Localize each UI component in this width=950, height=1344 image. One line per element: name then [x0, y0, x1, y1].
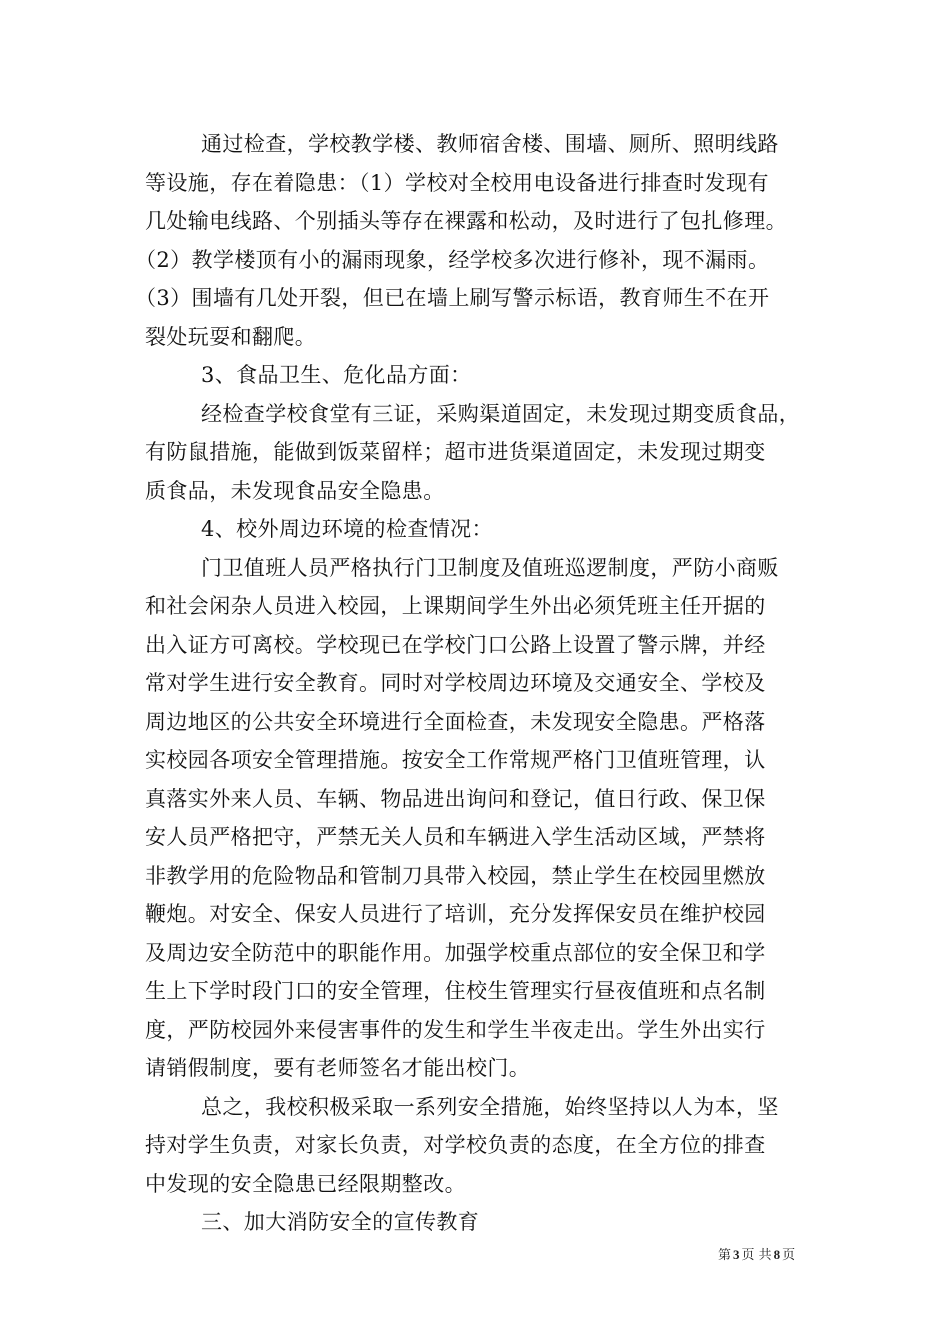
- section-heading: 4、校外周边环境的检查情况：: [201, 517, 493, 541]
- footer-prefix: 第: [718, 1248, 732, 1263]
- paragraph-line: 裂处玩耍和翻爬。: [145, 324, 317, 349]
- paragraph-line: 经检查学校食堂有三证，采购渠道固定，未发现过期变质食品，: [201, 401, 801, 426]
- page-number-footer: [718, 1247, 795, 1264]
- paragraph-line: 常对学生进行安全教育。同时对学校周边环境及交通安全、学校及: [145, 671, 766, 695]
- paragraph-line: 几处输电线路、个别插头等存在裸露和松动，及时进行了包扎修理。: [145, 209, 787, 233]
- paragraph-line: 和社会闲杂人员进入校园，上课期间学生外出必须凭班主任开据的: [145, 594, 766, 618]
- paragraph-line: 出入证方可离校。学校现已在学校门口公路上设置了警示牌，并经: [145, 632, 766, 657]
- paragraph-line: 等设施，存在着隐患：（1）学校对全校用电设备进行排查时发现有: [145, 170, 769, 195]
- current-page-number: 3: [733, 1247, 740, 1262]
- paragraph-line: 真落实外来人员、车辆、物品进出询问和登记，值日行政、保卫保: [145, 786, 766, 811]
- paragraph-line: 生上下学时段门口的安全管理，住校生管理实行昼夜值班和点名制: [145, 979, 766, 1003]
- section-heading: 3、食品卫生、危化品方面：: [201, 363, 472, 387]
- paragraph-line: 通过检查，学校教学楼、教师宿舍楼、围墙、厕所、照明线路: [201, 132, 779, 156]
- total-page-count: 8: [773, 1247, 781, 1262]
- footer-suffix: 页: [782, 1248, 796, 1263]
- paragraph-line: 持对学生负责，对家长负责，对学校负责的态度，在全方位的排查: [145, 1133, 766, 1157]
- document-body: [135, 125, 825, 1242]
- paragraph-line: 鞭炮。对安全、保安人员进行了培训，充分发挥保安员在维护校园: [145, 902, 766, 926]
- footer-middle: 页 共: [741, 1248, 772, 1263]
- paragraph-line: 实校园各项安全管理措施。按安全工作常规严格门卫值班管理，认: [145, 748, 766, 772]
- paragraph-line: （2）教学楼顶有小的漏雨现象，经学校多次进行修补，现不漏雨。: [135, 247, 770, 272]
- paragraph-line: 请销假制度，要有老师签名才能出校门。: [145, 1056, 531, 1080]
- paragraph-line: 及周边安全防范中的职能作用。加强学校重点部位的安全保卫和学: [145, 940, 766, 965]
- paragraph-line: 度，严防校园外来侵害事件的发生和学生半夜走出。学生外出实行: [145, 1017, 766, 1042]
- paragraph-line: 中发现的安全隐患已经限期整改。: [145, 1171, 466, 1196]
- section-heading: 三、加大消防安全的宣传教育: [201, 1210, 480, 1234]
- paragraph-line: 质食品，未发现食品安全隐患。: [145, 478, 445, 503]
- paragraph-line: 有防鼠措施，能做到饭菜留样；超市进货渠道固定，未发现过期变: [145, 440, 766, 464]
- paragraph-line: （3）围墙有几处开裂，但已在墙上刷写警示标语，教育师生不在开: [135, 286, 770, 310]
- paragraph-line: 门卫值班人员严格执行门卫制度及值班巡逻制度，严防小商贩: [201, 555, 779, 580]
- paragraph-line: 总之，我校积极采取一系列安全措施，始终坚持以人为本，坚: [201, 1094, 779, 1119]
- paragraph-line: 周边地区的公共安全环境进行全面检查，未发现安全隐患。严格落: [145, 709, 766, 734]
- paragraph-line: 安人员严格把守，严禁无关人员和车辆进入学生活动区域，严禁将: [145, 825, 766, 849]
- paragraph-line: 非教学用的危险物品和管制刀具带入校园，禁止学生在校园里燃放: [145, 863, 766, 888]
